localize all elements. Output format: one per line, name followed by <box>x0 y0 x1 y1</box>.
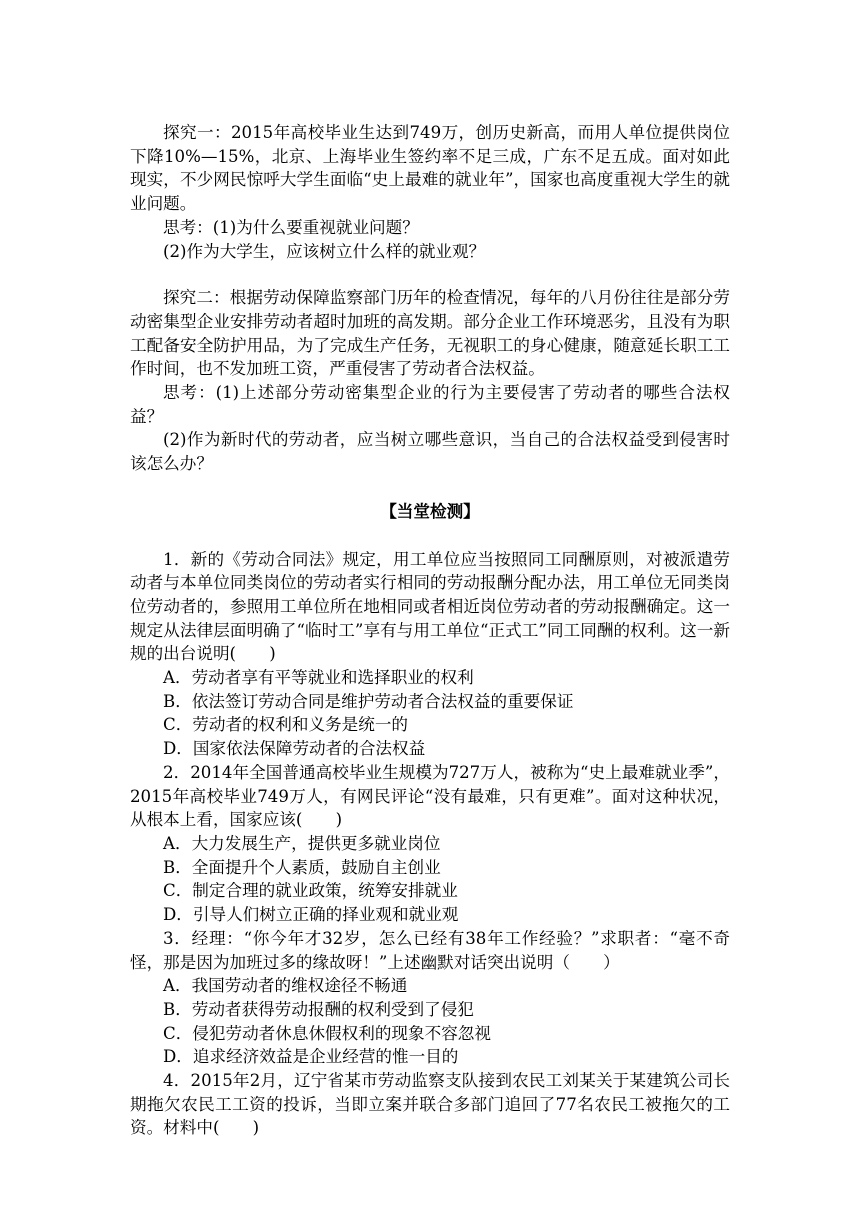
section-title: 【当堂检测】 <box>380 500 480 521</box>
question-2-option-d: D．引导人们树立正确的择业观和就业观 <box>163 905 459 925</box>
explore-two-think-2: (2)作为新时代的劳动者，应当树立哪些意识，当自己的合法权益受到侵害时该怎么办？ <box>130 430 730 474</box>
question-1-option-a: A．劳动者享有平等就业和选择职业的权利 <box>163 668 474 688</box>
question-3-option-b: B．劳动者获得劳动报酬的权利受到了侵犯 <box>163 999 474 1019</box>
question-3-option-d: D．追求经济效益是企业经营的惟一目的 <box>163 1047 459 1067</box>
spacer <box>130 263 730 286</box>
question-1-stem: 1．新的《劳动合同法》规定，用工单位应当按照同工同酬原则，对被派遣劳动者与本单位同类岗位的劳动者实行相同的劳动报酬分配办法，用工单位无同类岗位劳动者的，参照用工单位所在地相同或者相近岗位劳动者的劳动报酬确定。这一规定从法律层面明确了“临时工”享有与用工单位“正式工”同工同酬的权利。这一新规的出台说明( ) <box>130 549 730 664</box>
question-2-option-b: B．全面提升个人素质，鼓励自主创业 <box>163 857 441 877</box>
question-1-option-d: D．国家依法保障劳动者的合法权益 <box>163 739 426 759</box>
explore-one-think-1: 思考：(1)为什么要重视就业问题？ <box>163 217 419 237</box>
question-3-option-a: A．我国劳动者的维权途径不畅通 <box>163 976 408 996</box>
question-1-option-b: B．依法签订劳动合同是维护劳动者合法权益的重要保证 <box>163 691 574 711</box>
question-2-stem: 2．2014年全国普通高校毕业生规模为727万人，被称为“史上最难就业季”，2015年高校毕业749万人，有网民评论“没有最难，只有更难”。面对这种状况，从根本上看，国家应该( ) <box>130 762 730 830</box>
question-3-stem: 3．经理：“你今年才32岁，怎么已经有38年工作经验？”求职者：“毫不奇怪，那是因为加班过多的缘故呀！”上述幽默对话突出说明（ ） <box>130 928 730 972</box>
question-1-option-c: C．劳动者的权利和义务是统一的 <box>163 715 409 735</box>
question-3-option-c: C．侵犯劳动者休息休假权利的现象不容忽视 <box>163 1023 491 1043</box>
question-2-option-a: A．大力发展生产，提供更多就业岗位 <box>163 833 441 853</box>
explore-one-think-2: (2)作为大学生，应该树立什么样的就业观？ <box>163 241 486 261</box>
explore-two-think-1: 思考：(1)上述部分劳动密集型企业的行为主要侵害了劳动者的哪些合法权益？ <box>130 383 730 426</box>
explore-two-paragraph: 探究二：根据劳动保障监察部门历年的检查情况，每年的八月份往往是部分劳动密集型企业安排劳动者超时加班的高发期。部分企业工作环境恶劣，且没有为职工配备安全防护用品，为了完成生产任务，无视职工的身心健康，随意延长职工工作时间，也不发加班工资，严重侵害了劳动者合法权益。 <box>130 288 730 379</box>
question-2-option-c: C．制定合理的就业政策，统筹安排就业 <box>163 881 458 901</box>
question-4-stem: 4．2015年2月，辽宁省某市劳动监察支队接到农民工刘某关于某建筑公司长期拖欠农民工工资的投诉，当即立案并联合多部门追回了77名农民工被拖欠的工资。材料中( ) <box>130 1071 730 1138</box>
document-content <box>130 121 730 1140</box>
explore-one-paragraph: 探究一：2015年高校毕业生达到749万，创历史新高，而用人单位提供岗位下降10%—15%，北京、上海毕业生签约率不足三成，广东不足五成。面对如此现实，不少网民惊呼大学生面临“史上最难的就业年”，国家也高度重视大学生的就业问题。 <box>130 123 730 214</box>
